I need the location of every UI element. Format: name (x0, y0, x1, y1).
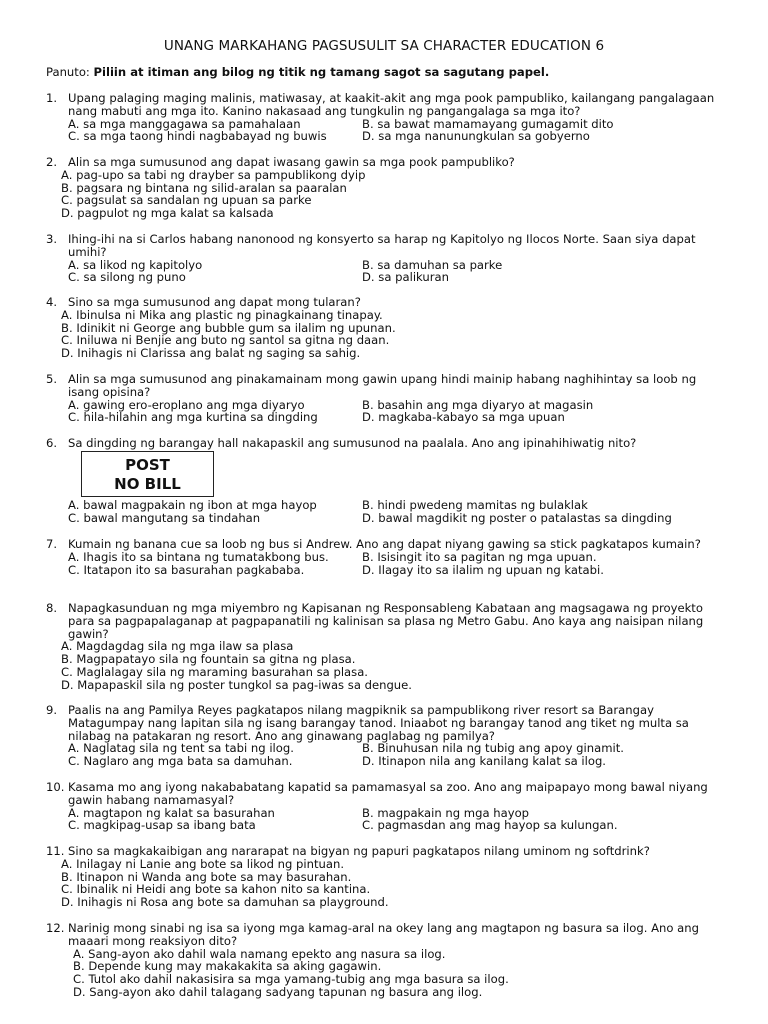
question-11 (46, 845, 726, 909)
question-5 (46, 373, 726, 424)
question-number: 7. (46, 537, 58, 551)
instructions (46, 66, 549, 79)
question-10 (46, 781, 726, 832)
option-a: A. pag-upo sa tabi ng drayber sa pampublikong dyip (61, 167, 366, 182)
option-b: B. magpakain ng mga hayop (362, 805, 530, 820)
question-number: 9. (46, 703, 58, 717)
option-c: C. sa mga taong hindi nagbabayad ng buwis (68, 129, 327, 144)
option-a: A. sa mga manggagawa sa pamahalaan (68, 116, 301, 131)
option-b: B. basahin ang mga diyaryo at magasin (362, 397, 594, 412)
question-9 (46, 704, 726, 768)
option-c: C. sa silong ng puno (68, 270, 186, 285)
question-number: 4. (46, 295, 58, 309)
option-d: C. pagmasdan ang mag hayop sa kulungan. (362, 818, 618, 833)
option-b: B. Itinapon ni Wanda ang bote sa may basurahan. (61, 869, 352, 884)
option-b: B. sa bawat mamamayang gumagamit dito (362, 116, 614, 131)
option-c: C. Ibinalik ni Heidi ang bote sa kahon nito sa kantina. (61, 882, 371, 897)
option-c: C. pagsulat sa sandalan ng upuan sa parke (61, 193, 312, 208)
question-number: 10. (46, 780, 65, 794)
option-a: A. sa likod ng kapitolyo (68, 257, 203, 272)
post-no-bill-sign (81, 451, 214, 497)
instruction-label: Panuto: (46, 65, 90, 79)
option-d: D. Sang-ayon ako dahil talagang sadyang tapunan ng basura ang ilog. (73, 984, 483, 999)
instruction-text: Piliin at itiman ang bilog ng titik ng tamang sagot sa sagutang papel. (93, 65, 550, 79)
question-text: Napagkasunduan ng mga miyembro ng Kapisanan ng Responsableng Kabataan ang magsagawa ng proyekto para sa pagpapalaganap at pagpapanatili ng kalinisan sa plasa ng Metro Gabu. Ano kaya ang naisipan nilang gawin? (68, 601, 704, 641)
option-b: B. Magpapatayo sila ng fountain sa gitna ng plasa. (61, 652, 356, 667)
option-d: D. magkaba-kabayo sa mga upuan (362, 410, 565, 425)
question-text: Sino sa magkakaibigan ang nararapat na bigyan ng papuri pagkatapos nilang uminom ng softdrink? (68, 844, 650, 858)
question-6-options (46, 499, 726, 525)
question-text: Alin sa mga sumusunod ang dapat iwasang gawin sa mga pook pampubliko? (68, 155, 515, 169)
question-text: Sino sa mga sumusunod ang dapat mong tularan? (68, 295, 361, 309)
option-c: C. magkipag-usap sa ibang bata (68, 818, 256, 833)
question-2 (46, 156, 726, 220)
option-a: A. gawing ero-eroplano ang mga diyaryo (68, 397, 305, 412)
question-number: 8. (46, 601, 58, 615)
option-a: A. Magdagdag sila ng mga ilaw sa plasa (61, 639, 294, 654)
question-number: 6. (46, 436, 58, 450)
question-number: 5. (46, 372, 58, 386)
option-b: B. sa damuhan sa parke (362, 257, 503, 272)
option-a: A. Sang-ayon ako dahil wala namang epekto ang nasura sa ilog. (73, 946, 446, 961)
option-a: A. Naglatag sila ng tent sa tabi ng ilog. (68, 741, 294, 756)
page-title: UNANG MARKAHANG PAGSUSULIT SA CHARACTER EDUCATION 6 (163, 38, 605, 54)
question-text: Upang palaging maging malinis, matiwasay, at kaakit-akit ang mga pook pampubliko, kailangang pangalagaan nang mabuti ang mga ito. Kanino nakasaad ang tungkulin ng pangangalaga sa mga ito? (68, 91, 715, 118)
question-text: Ihing-ihi na si Carlos habang nanonood ng konsyerto sa harap ng Kapitolyo ng Ilocos Norte. Saan siya dapat umihi? (68, 232, 696, 259)
question-3 (46, 233, 726, 284)
option-c: C. Naglaro ang mga bata sa damuhan. (68, 754, 293, 769)
option-c: C. Itatapon ito sa basurahan pagkababa. (68, 562, 305, 577)
option-c: C. Maglalagay sila ng maraming basurahan sa plasa. (61, 664, 368, 679)
question-text: Narinig mong sinabi ng isa sa iyong mga kamag-aral na okey lang ang magtapon ng basura sa ilog. Ano ang maaari mong reaksiyon dito? (68, 921, 699, 948)
question-number: 11. (46, 844, 65, 858)
option-b: B. hindi pwedeng mamitas ng bulaklak (362, 498, 588, 512)
option-b: B. Isisingit ito sa pagitan ng mga upuan. (362, 549, 597, 564)
option-c: C. Tutol ako dahil nakasisira sa mga yamang-tubig ang mga basura sa ilog. (73, 972, 509, 987)
question-number: 12. (46, 921, 65, 935)
question-8 (46, 602, 726, 692)
option-b: B. Idinikit ni George ang bubble gum sa ilalim ng upunan. (61, 320, 396, 335)
option-c: C. bawal mangutang sa tindahan (68, 510, 261, 525)
sign-line-1: POST (125, 456, 170, 474)
question-12 (46, 922, 726, 999)
question-text: Kumain ng banana cue sa loob ng bus si Andrew. Ano ang dapat niyang gawing sa stick pagkatapos kumain? (68, 537, 701, 551)
option-a: A. Inilagay ni Lanie ang bote sa likod ng pintuan. (61, 856, 345, 871)
option-d: D. Inihagis ni Clarissa ang balat ng saging sa sahig. (61, 346, 361, 361)
question-number: 1. (46, 91, 58, 105)
question-number: 3. (46, 232, 58, 246)
question-number: 2. (46, 155, 58, 169)
question-7 (46, 538, 726, 576)
question-text: Kasama mo ang iyong nakababatang kapatid sa pamamasyal sa zoo. Ano ang maipapayo mong bawal niyang gawin habang namamasyal? (68, 780, 708, 807)
question-4 (46, 296, 726, 360)
question-text: Sa dingding ng barangay hall nakapaskil ang sumusunod na paalala. Ano ang ipinahihiwatig nito? (68, 436, 637, 450)
option-d: D. Inihagis ni Rosa ang bote sa damuhan sa playground. (61, 895, 389, 910)
option-d: D. Itinapon nila ang kanilang kalat sa ilog. (362, 754, 606, 769)
option-b: B. Depende kung may makakakita sa aking gagawin. (73, 959, 382, 974)
option-c: C. Iniluwa ni Benjie ang buto ng santol sa gitna ng daan. (61, 333, 390, 348)
option-d: D. sa palikuran (362, 270, 449, 285)
option-d: D. Ilagay ito sa ilalim ng upuan ng katabi. (362, 562, 604, 577)
option-c: C. hila-hilahin ang mga kurtina sa dingding (68, 410, 318, 425)
question-1 (46, 92, 726, 143)
option-a: A. bawal magpakain ng ibon at mga hayop (68, 498, 317, 512)
question-text: Alin sa mga sumusunod ang pinakamainam mong gawin upang hindi mainip habang naghihintay sa loob ng isang opisina? (68, 372, 697, 399)
sign-line-2: NO BILL (114, 475, 181, 493)
question-text: Paalis na ang Pamilya Reyes pagkatapos nilang magpiknik sa pampublikong river resort sa Barangay Matagumpay nang lapitan sila ng isang barangay tanod. Iniaabot ng barangay tanod ang tiket ng multa sa nilabag na patakaran ng resort. Ano ang ginawang paglabag ng pamilya? (68, 703, 689, 743)
option-b: B. Binuhusan nila ng tubig ang apoy ginamit. (362, 741, 624, 756)
option-d: D. sa mga nanunungkulan sa gobyerno (362, 129, 590, 144)
question-6 (46, 437, 726, 450)
option-d: D. bawal magdikit ng poster o patalastas sa dingding (362, 510, 672, 525)
option-a: A. magtapon ng kalat sa basurahan (68, 805, 275, 820)
option-a: A. Ihagis ito sa bintana ng tumatakbong bus. (68, 549, 329, 564)
option-b: B. pagsara ng bintana ng silid-aralan sa paaralan (61, 180, 347, 195)
option-a: A. Ibinulsa ni Mika ang plastic ng pinagkainang tinapay. (61, 307, 383, 322)
option-d: D. pagpulot ng mga kalat sa kalsada (61, 206, 274, 221)
option-d: D. Mapapaskil sila ng poster tungkol sa pag-iwas sa dengue. (61, 677, 412, 692)
